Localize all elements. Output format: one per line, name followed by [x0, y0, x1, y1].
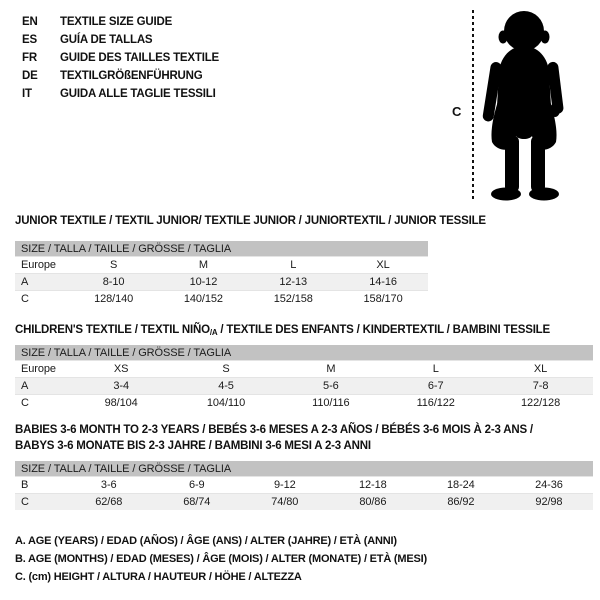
table-row-height [15, 291, 428, 308]
row-label: A [15, 274, 69, 291]
row-label: Europe [15, 257, 69, 274]
age-cell: 5-6 [278, 378, 383, 395]
height-cell: 74/80 [241, 494, 329, 511]
language-title: GUÍA DE TALLAS [60, 34, 153, 46]
language-title: TEXTILE SIZE GUIDE [60, 16, 173, 28]
row-label: Europe [15, 361, 69, 378]
age-cell: 12-13 [248, 274, 338, 291]
children-title-pre: CHILDREN'S TEXTILE / TEXTIL NIÑO [15, 324, 210, 336]
size-header-bar: SIZE / TALLA / TAILLE / GRÖSSE / TAGLIA [15, 345, 593, 361]
table-row-europe [15, 257, 428, 274]
babies-size-table [15, 461, 593, 510]
height-cell: 158/170 [338, 291, 428, 308]
months-cell: 9-12 [241, 477, 329, 494]
months-cell: 12-18 [329, 477, 417, 494]
height-cell: 68/74 [153, 494, 241, 511]
age-cell: 14-16 [338, 274, 428, 291]
age-cell: 6-7 [383, 378, 488, 395]
footnote-age-months: B. AGE (MONTHS) / EDAD (MESES) / ÂGE (MOIS) / ALTER (MONATE) / ETÀ (MESI) [15, 553, 427, 565]
language-code: FR [22, 52, 37, 64]
size-cell: S [174, 361, 279, 378]
height-cell: 152/158 [248, 291, 338, 308]
height-cell: 128/140 [69, 291, 159, 308]
children-size-table [15, 345, 593, 411]
height-dashed-line [472, 10, 474, 202]
months-cell: 6-9 [153, 477, 241, 494]
language-row-de [22, 67, 219, 85]
footnote-height: C. (cm) HEIGHT / ALTURA / HAUTEUR / HÖHE / ALTEZZA [15, 571, 302, 583]
language-title: GUIDA ALLE TAGLIE TESSILI [60, 88, 216, 100]
height-cell: 62/68 [65, 494, 153, 511]
height-cell: 92/98 [505, 494, 593, 511]
age-cell: 4-5 [174, 378, 279, 395]
children-table-title [15, 322, 550, 341]
children-title-sub: /A [209, 328, 218, 337]
language-code: IT [22, 88, 32, 100]
babies-title-line1: BABIES 3-6 MONTH TO 2-3 YEARS / BEBÉS 3-6 MESES A 2-3 AÑOS / BÉBÉS 3-6 MOIS À 2-3 ANS / [15, 424, 533, 436]
language-code: ES [22, 34, 37, 46]
language-row-en [22, 13, 219, 31]
age-cell: 8-10 [69, 274, 159, 291]
age-cell: 7-8 [488, 378, 593, 395]
language-row-es [22, 31, 219, 49]
height-cell: 116/122 [383, 395, 488, 412]
language-row-fr [22, 49, 219, 67]
months-cell: 18-24 [417, 477, 505, 494]
height-cell: 98/104 [69, 395, 174, 412]
months-cell: 3-6 [65, 477, 153, 494]
babies-table-title [15, 422, 533, 454]
months-cell: 24-36 [505, 477, 593, 494]
size-cell: L [248, 257, 338, 274]
junior-size-table [15, 241, 428, 307]
table-row-height [15, 494, 593, 511]
junior-table-title: JUNIOR TEXTILE / TEXTIL JUNIOR/ TEXTILE JUNIOR / JUNIORTEXTIL / JUNIOR TESSILE [15, 215, 486, 227]
table-row-months [15, 477, 593, 494]
language-row-it [22, 85, 219, 103]
language-title: TEXTILGRÖßENFÜHRUNG [60, 70, 203, 82]
size-cell: S [69, 257, 159, 274]
size-cell: L [383, 361, 488, 378]
language-code: EN [22, 16, 38, 28]
footnote-age-years: A. AGE (YEARS) / EDAD (AÑOS) / ÂGE (ANS) / ALTER (JAHRE) / ETÀ (ANNI) [15, 535, 397, 547]
table-row-age [15, 274, 428, 291]
table-row-age [15, 378, 593, 395]
language-code: DE [22, 70, 38, 82]
children-title-post: / TEXTILE DES ENFANTS / KINDERTEXTIL / BAMBINI TESSILE [217, 324, 550, 336]
row-label: C [15, 494, 65, 511]
size-header-bar: SIZE / TALLA / TAILLE / GRÖSSE / TAGLIA [15, 241, 428, 257]
age-cell: 3-4 [69, 378, 174, 395]
size-cell: M [159, 257, 249, 274]
size-cell: M [278, 361, 383, 378]
height-cell: 140/152 [159, 291, 249, 308]
row-label: A [15, 378, 69, 395]
baby-silhouette [478, 6, 574, 204]
language-list [22, 13, 219, 103]
table-row-europe [15, 361, 593, 378]
height-cell: 86/92 [417, 494, 505, 511]
footnotes [15, 532, 427, 586]
row-label: B [15, 477, 65, 494]
table-row-height [15, 395, 593, 412]
height-cell: 110/116 [278, 395, 383, 412]
height-cell: 104/110 [174, 395, 279, 412]
size-cell: XL [488, 361, 593, 378]
height-cell: 122/128 [488, 395, 593, 412]
height-cell: 80/86 [329, 494, 417, 511]
babies-title-line2: BABYS 3-6 MONATE BIS 2-3 JAHRE / BAMBINI 3-6 MESI A 2-3 ANNI [15, 440, 371, 452]
size-cell: XL [338, 257, 428, 274]
size-cell: XS [69, 361, 174, 378]
row-label: C [15, 291, 69, 308]
age-cell: 10-12 [159, 274, 249, 291]
row-label: C [15, 395, 69, 412]
size-header-bar: SIZE / TALLA / TAILLE / GRÖSSE / TAGLIA [15, 461, 593, 477]
language-title: GUIDE DES TAILLES TEXTILE [60, 52, 219, 64]
height-label-c: C [452, 104, 462, 119]
